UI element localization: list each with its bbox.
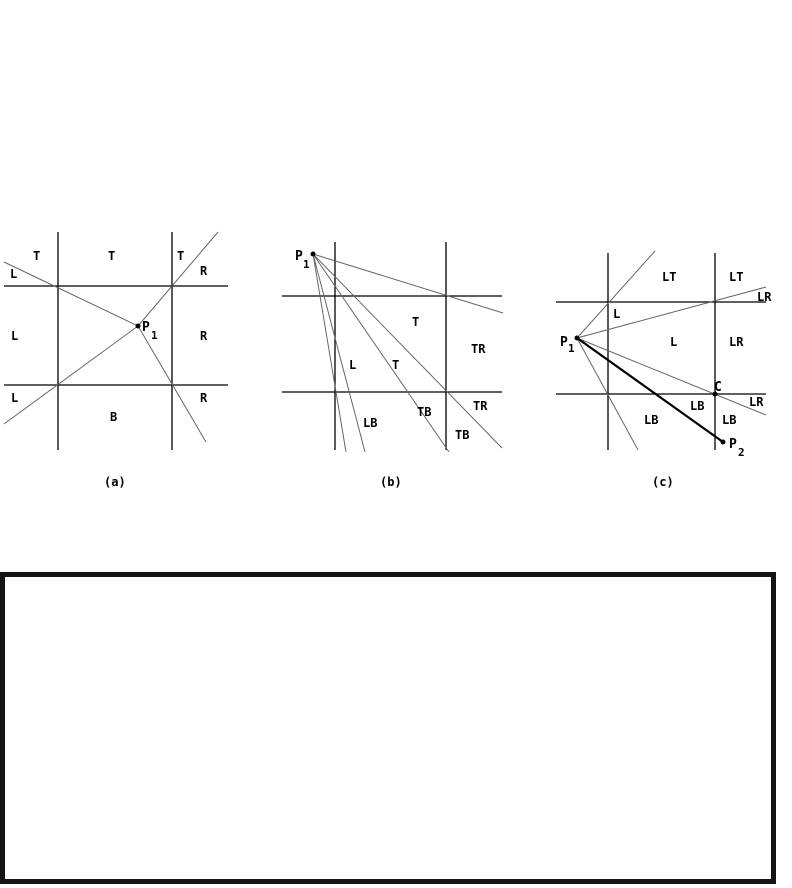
- panel-b: [282, 242, 503, 452]
- region-label: LR: [729, 335, 744, 349]
- region-label: TR: [473, 399, 488, 413]
- ray-upper-right: [577, 287, 766, 338]
- point-label-p2: P: [729, 437, 737, 452]
- region-label: L: [11, 391, 19, 405]
- region-label: LB: [722, 413, 737, 427]
- ray-up: [577, 251, 655, 338]
- region-label: B: [110, 410, 118, 424]
- region-label: TB: [455, 428, 470, 442]
- region-label: R: [200, 264, 208, 278]
- caption-c: (c): [652, 475, 674, 489]
- corner-label-c: C: [714, 380, 722, 395]
- point-p1: [311, 252, 316, 257]
- ray-to-top-right: [138, 232, 218, 326]
- ray-lower-right: [577, 338, 766, 415]
- region-label: LB: [363, 416, 378, 430]
- point-p1: [136, 324, 141, 329]
- region-label: L: [349, 358, 357, 372]
- region-label: T: [108, 249, 116, 263]
- region-label: L: [11, 329, 19, 343]
- region-label: TB: [417, 405, 432, 419]
- empty-content-frame: [0, 572, 776, 884]
- panel-c-labels: [560, 270, 772, 489]
- point-label-p1: P: [560, 335, 568, 350]
- region-label: R: [200, 329, 208, 343]
- region-label: TR: [471, 342, 486, 356]
- point-label-p1-subscript: 1: [151, 329, 158, 342]
- point-p1: [575, 336, 580, 341]
- region-label: L: [670, 335, 678, 349]
- region-label: LB: [644, 413, 659, 427]
- caption-b: (b): [380, 475, 402, 489]
- caption-a: (a): [104, 475, 126, 489]
- ray-steep-2: [313, 254, 365, 452]
- point-label-p1: P: [142, 320, 150, 335]
- ray-to-bottom-left: [4, 326, 138, 424]
- region-label: LT: [662, 270, 677, 284]
- region-label: L: [613, 307, 621, 321]
- panel-b-labels: [295, 249, 488, 489]
- panel-a-labels: [10, 249, 208, 489]
- point-label-p1-subscript: 1: [568, 342, 575, 355]
- region-label: LB: [690, 399, 705, 413]
- point-label-p1: P: [295, 249, 303, 264]
- region-label: L: [10, 267, 18, 281]
- point-p2: [721, 440, 726, 445]
- region-label: T: [177, 249, 185, 263]
- ray-steep-1: [313, 254, 346, 452]
- point-label-p2-subscript: 2: [738, 446, 745, 459]
- ray-to-top-left: [4, 262, 138, 326]
- region-label: LR: [749, 395, 764, 409]
- region-label: R: [200, 391, 208, 405]
- region-label: T: [412, 315, 420, 329]
- region-label: T: [392, 358, 400, 372]
- region-label: LR: [757, 290, 772, 304]
- region-label: LT: [729, 270, 744, 284]
- ray-mid: [313, 254, 449, 452]
- region-label: T: [33, 249, 41, 263]
- point-label-p1-subscript: 1: [303, 258, 310, 271]
